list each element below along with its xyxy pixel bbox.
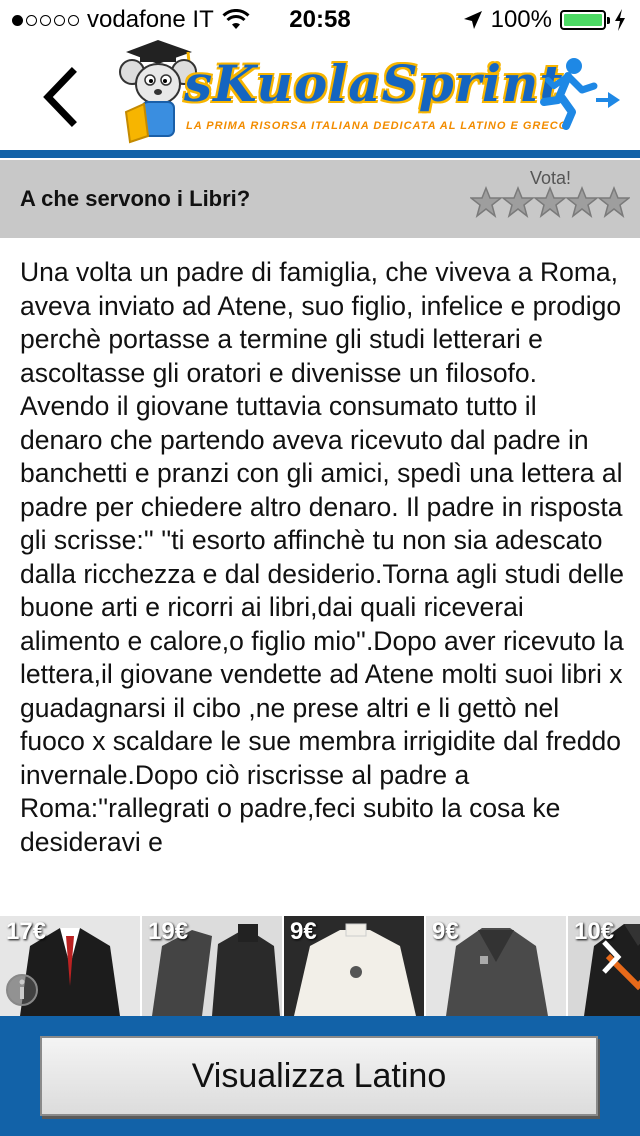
logo-wordmark: sKuolaSprint (184, 54, 564, 113)
battery-fill (564, 14, 602, 26)
clock: 20:58 (289, 6, 351, 33)
ad-item[interactable] (140, 916, 282, 1016)
show-latin-button[interactable]: Visualizza Latino (40, 1036, 598, 1116)
ad-price: 17€ (6, 918, 47, 945)
ad-price: 19€ (148, 918, 189, 945)
star-icon[interactable] (566, 186, 598, 218)
title-bar (0, 160, 640, 238)
battery-icon (560, 10, 606, 30)
logo-tagline: LA PRIMA RISORSA ITALIANA DEDICATA AL LATINO E GRECO (186, 120, 569, 132)
ad-price: 10€ (574, 918, 615, 945)
rating-stars[interactable] (470, 186, 630, 218)
translation-text: Una volta un padre di famiglia, che viveva a Roma, aveva inviato ad Atene, suo figlio, infelice e prodigo perchè portasse a termine gli studi letterari e ascoltasse gli oratori e divenisse un filosofo. Avendo il giovane tuttavia consumato tutto il denaro che partendo aveva ricevuto dal padre in banchetti e pranzi con gli amici, spedì una lettera al padre per chiedere altro denaro. Il padre in risposta gli scrisse:'' ''ti esorto affinchè tu non sia adescato dalla ricchezza e dal desiderio.Torna agli studi delle buone arti e ricorri ai libri,dai quali riceverai alimento e calore,o figlio mio''.Dopo aver ricevuto la lettera,il giovane vendette ad Atene molti suoi libri x guadagnarsi il cibo ,ne prese altri e li gettò nel fuoco x scaldare le sue membra irrigidite dal freddo invernale.Dopo ciò riscrisse al padre a Roma:''rallegrati o padre,feci subito la cosa ke desideravi e (20, 257, 624, 857)
vote-label: Vota! (530, 168, 572, 188)
header-divider (0, 150, 640, 158)
star-icon[interactable] (470, 186, 502, 218)
battery-percent: 100% (490, 6, 552, 33)
ad-item[interactable] (424, 916, 566, 1016)
status-bar (0, 0, 640, 40)
star-icon[interactable] (598, 186, 630, 218)
ad-price: 9€ (432, 918, 459, 945)
chevron-left-icon[interactable] (34, 62, 84, 132)
carrier-name: vodafone IT (87, 6, 214, 33)
star-icon[interactable] (534, 186, 566, 218)
ad-banner[interactable] (0, 916, 640, 1016)
page-title: A che servono i Libri? (20, 186, 251, 211)
ad-price: 9€ (290, 918, 317, 945)
ad-item[interactable] (282, 916, 424, 1016)
star-icon[interactable] (502, 186, 534, 218)
info-icon[interactable] (4, 972, 40, 1008)
charging-bolt-icon (614, 9, 626, 31)
status-right (463, 0, 626, 40)
bottom-bar (0, 1016, 640, 1136)
location-arrow-icon (463, 10, 483, 30)
app-header (0, 40, 640, 150)
app-logo (118, 40, 569, 150)
running-man-exit-icon[interactable] (538, 56, 622, 132)
